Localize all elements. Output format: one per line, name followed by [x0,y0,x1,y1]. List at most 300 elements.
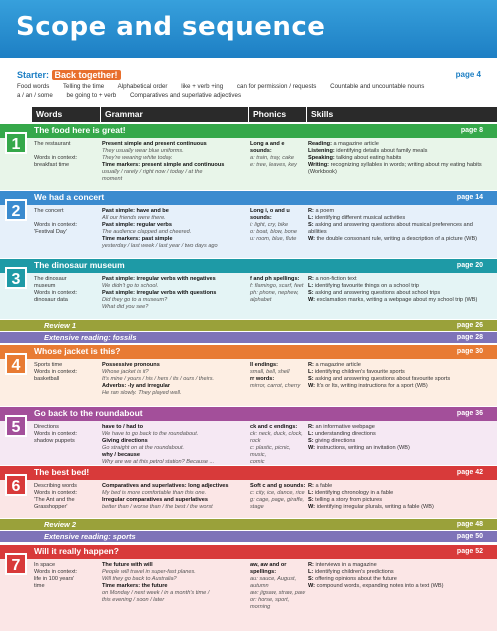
bold-text: ck and c endings: [250,424,298,430]
bold-text: Time markers: the future [102,583,168,589]
skills-line [308,155,488,162]
skills-line [308,162,488,176]
words-line [34,215,98,222]
text: identifying children's favourite sports [314,369,405,375]
review-title: Extensive reading: fossils [44,333,137,342]
words-line: Directions [34,424,59,430]
bold-text: W: [308,236,317,242]
bold-text: S: [308,576,316,582]
bold-text: S: [308,376,316,382]
cell-phonics [250,562,306,611]
review-title: Review 1 [44,321,77,330]
review-title: Extensive reading: sports [44,532,136,541]
bold-text: W: [308,583,317,589]
words-line: breakfast time [34,162,70,168]
cell-words [34,483,98,511]
cell-grammar [102,276,248,311]
unit-section [0,124,497,190]
phonics-line [250,229,306,236]
cell-grammar [102,362,248,397]
words-line [34,148,98,155]
review-page: page 28 [456,334,483,341]
unit-title: The best bed! [34,467,90,477]
skills-line [308,236,488,243]
bold-text: rr words: [250,376,275,382]
starter-item: Comparatives and superlative adjectives [129,92,242,99]
cell-skills [308,208,488,243]
example-text: mirror, carrot, cherry [250,383,301,389]
text: telling a story from pictures [315,497,382,503]
phonics-line [250,459,306,466]
phonics-line [250,504,306,511]
text: the double consonant rule, writing a description of a picture (WB) [316,236,478,242]
cell-skills [308,276,488,304]
bold-text: W: [308,445,317,451]
phonics-line [250,483,306,490]
unit-page: page 36 [456,410,483,417]
unit-page: page 20 [456,262,483,269]
unit-title-bar [0,466,497,480]
bold-text: have to / had to [102,424,144,430]
grammar-line [102,583,248,590]
bold-text: R: [308,562,316,568]
unit-section [0,345,497,406]
grammar-line [102,176,248,183]
grammar-line [102,208,248,215]
skills-line [308,362,488,369]
text: exclamation marks, writing a webpage about my school trip (WB) [316,297,478,303]
bold-text: Possessive pronouns [102,362,160,368]
text: a magazine article [333,141,379,147]
skills-line [308,504,488,511]
bold-text: why / because [102,452,140,458]
starter-name: Back together! [52,70,121,80]
starter-item: a / an / some [17,92,53,99]
unit-page: page 8 [460,127,483,134]
grammar-line [102,490,248,497]
text: identifying favourite things on a school trip [314,283,420,289]
starter-heading [17,70,121,80]
example-text: o: boat, blow, bone [250,229,297,235]
skills-line [308,290,488,297]
bold-text: S: [308,222,316,228]
example-text: We have to go back to the roundabout. [102,431,199,437]
example-text: Go straight on at the roundabout. [102,445,185,451]
review-page: page 48 [456,521,483,528]
example-text: comic [250,459,265,465]
skills-line [308,497,488,504]
words-line: dinosaur data [34,297,68,303]
cell-grammar [102,141,248,183]
grammar-line [102,452,248,459]
words-line: 'Festival Day' [34,229,67,235]
skills-line [308,431,488,438]
unit-number: 1 [5,132,27,154]
skills-line [308,276,488,283]
starter-item: Food words [17,83,50,90]
example-text: They usually wear blue uniforms. [102,148,184,154]
example-text: The audience clapped and cheered. [102,229,192,235]
starter-page: page 4 [455,70,481,79]
grammar-line [102,597,248,604]
words-line: Words in context: [34,569,78,575]
grammar-line [102,297,248,304]
text: compound words, expanding notes into a text (WB) [316,583,444,589]
phonics-line [250,497,306,504]
starter-item: Telling the time [62,83,105,90]
cell-words [34,562,98,590]
bold-text: W: [308,504,317,510]
grammar-line [102,276,248,283]
phonics-line [250,162,306,169]
bold-text: R: [308,424,316,430]
example-text: People will travel in super-fast planes. [102,569,196,575]
unit-number: 6 [5,474,27,496]
starter-line-1 [17,83,436,90]
bold-text: Writing: [308,162,331,168]
example-text: He ran slowly. They played well. [102,390,182,396]
starter-item: Alphabetical order [117,83,168,90]
bold-text: aw, aw and or spellings: [250,562,287,575]
words-line: Words in context: [34,490,78,496]
phonics-line [250,276,306,283]
grammar-line [102,390,248,397]
grammar-line [102,376,248,383]
example-text: on Monday / next week / in a month's time / [102,590,210,596]
example-text: g: cage, page, giraffe, [250,497,305,503]
bold-text: Past simple: irregular verbs with questions [102,290,217,296]
cell-grammar [102,424,248,466]
words-line: Words in context: [34,222,78,228]
unit-section [0,466,497,518]
unit-title-bar [0,345,497,359]
text: a fable [315,483,333,489]
words-line: The restaurant [34,141,71,147]
grammar-line [102,369,248,376]
bold-text: Soft c and g sounds: [250,483,306,489]
bold-text: Time markers: past simple [102,236,173,242]
bold-text: R: [308,483,316,489]
review-title: Review 2 [44,520,77,529]
phonics-line [250,155,306,162]
phonics-line [250,590,306,597]
skills-line [308,424,488,431]
header-skills: Skills [307,107,497,122]
bold-text: Long i, o and u sounds: [250,208,290,221]
bold-text: f and ph spellings: [250,276,300,282]
words-line: life in 100 years' [34,576,75,582]
example-text: or: horse, sport, morning [250,597,290,610]
review-page: page 26 [456,322,483,329]
words-line: The concert [34,208,64,214]
unit-number: 4 [5,353,27,375]
bold-text: W: [308,383,317,389]
example-text: My bed is more comfortable than this one. [102,490,207,496]
grammar-line [102,424,248,431]
cell-words [34,424,98,445]
starter-item: be going to + verb [66,92,117,99]
grammar-line [102,383,248,390]
text: instructions, writing an invitation (WB) [316,445,410,451]
review-bar [0,519,497,530]
review-bar [0,320,497,331]
bold-text: R: [308,362,316,368]
bold-text: L: [308,569,315,575]
cell-phonics [250,141,306,169]
review-bar [0,531,497,542]
phonics-line [250,362,306,369]
cell-phonics [250,483,306,511]
cell-grammar [102,208,248,250]
unit-title: Whose jacket is this? [34,346,121,356]
words-line: Describing words [34,483,77,489]
phonics-line [250,431,306,445]
text: interviews in a magazine [315,562,377,568]
bold-text: The future with will [102,562,153,568]
unit-title-bar [0,124,497,138]
text: asking and answering questions about school trips [315,290,441,296]
unit-section [0,545,497,631]
bold-text: Long a and e sounds: [250,141,285,154]
example-text: Why are we at this petrol station? Because ... [102,459,215,465]
bold-text: Present simple and present continuous [102,141,207,147]
text: a magazine article [315,362,361,368]
grammar-line [102,438,248,445]
grammar-line [102,243,248,250]
skills-line [308,483,488,490]
example-text: usually / rarely / right now / today / at the [102,169,203,175]
review-page: page 50 [456,533,483,540]
bold-text: L: [308,431,315,437]
skills-line [308,438,488,445]
bold-text: L: [308,283,315,289]
example-text: ph: phone, nephew, [250,290,299,296]
bold-text: L: [308,490,315,496]
bold-text: Irregular comparatives and superlatives [102,497,209,503]
skills-line [308,569,488,576]
words-line: Sports time [34,362,63,368]
grammar-line [102,576,248,583]
phonics-line [250,222,306,229]
example-text: autumn [250,583,269,589]
phonics-line [250,283,306,290]
unit-title-bar [0,407,497,421]
bold-text: Giving directions [102,438,148,444]
grammar-line [102,290,248,297]
cell-skills [308,562,488,590]
bold-text: Comparatives and superlatives: long adjectives [102,483,229,489]
text: offering opinions about the future [315,576,397,582]
example-text: c: plastic, picnic, music, [250,445,291,458]
grammar-line [102,155,248,162]
unit-title-bar [0,191,497,205]
phonics-line [250,236,306,243]
phonics-line [250,208,306,222]
example-text: Did they go to a museum? [102,297,168,303]
skills-line [308,297,488,304]
unit-title: The dinosaur museum [34,260,125,270]
grammar-line [102,497,248,504]
grammar-line [102,236,248,243]
starter-item: like + verb +ing [181,83,224,90]
bold-text: R: [308,208,316,214]
grammar-line [102,590,248,597]
unit-page: page 52 [456,548,483,555]
grammar-line [102,162,248,169]
text: identifying irregular plurals, writing a fable (WB) [316,504,434,510]
skills-line [308,141,488,148]
skills-line [308,490,488,497]
example-text: f: flamingo, scarf, feet [250,283,304,289]
words-line: Words in context: [34,290,78,296]
bold-text: L: [308,369,315,375]
cell-words [34,208,98,236]
grammar-line [102,562,248,569]
example-text: All our friends were there. [102,215,166,221]
unit-title-bar [0,259,497,273]
unit-page: page 42 [456,469,483,476]
words-line: Words in context: [34,431,78,437]
phonics-line [250,369,306,376]
text: talking about eating habits [336,155,402,161]
skills-line [308,383,488,390]
cell-skills [308,141,488,176]
example-text: i: light, cry, bike [250,222,289,228]
grammar-line [102,431,248,438]
bold-text: L: [308,215,315,221]
cell-skills [308,483,488,511]
words-line: basketball [34,376,60,382]
example-text: Whose jacket is it? [102,369,149,375]
grammar-line [102,445,248,452]
bold-text: Speaking: [308,155,337,161]
example-text: small, bell, shell [250,369,290,375]
words-line: Words in context: [34,155,78,161]
phonics-line [250,141,306,155]
cell-phonics [250,424,306,466]
unit-number: 2 [5,199,27,221]
bold-text: Past simple: have and be [102,208,169,214]
phonics-line [250,383,306,390]
phonics-line [250,576,306,583]
cell-phonics [250,208,306,243]
example-text: They're wearing white today. [102,155,173,161]
example-text: stage [250,504,264,510]
bold-text: Past simple: regular verbs [102,222,172,228]
text: an informative webpage [315,424,375,430]
starter-item: Countable and uncountable nouns [330,83,425,90]
cell-phonics [250,276,306,304]
bold-text: Past simple: irregular verbs with negatives [102,276,216,282]
example-text: aw: jigsaw, straw, paw [250,590,306,596]
unit-title: The food here is great! [34,125,126,135]
phonics-line [250,583,306,590]
phonics-line [250,562,306,576]
text: asking and answering questions about favourite sports [315,376,451,382]
example-text: We didn't go to school. [102,283,159,289]
skills-line [308,283,488,290]
page-title: Scope and sequence [16,12,326,42]
cell-grammar [102,562,248,604]
bold-text: R: [308,276,316,282]
grammar-line [102,569,248,576]
example-text: a: train, tray, cake [250,155,295,161]
skills-line [308,576,488,583]
unit-number: 3 [5,267,27,289]
grammar-line [102,141,248,148]
grammar-line [102,283,248,290]
bold-text: W: [308,297,317,303]
unit-title: We had a concert [34,192,105,202]
bold-text: S: [308,438,316,444]
starter-label: Starter: [17,70,50,80]
review-bar [0,332,497,343]
cell-words [34,362,98,383]
example-text: moment [102,176,123,182]
unit-page: page 30 [456,348,483,355]
text: It's or Its, writing instructions for a sport (WB) [316,383,428,389]
bold-text: Listening: [308,148,337,154]
words-line: museum [34,283,56,289]
example-text: ck: neck, duck, clock, rock [250,431,303,444]
words-line: 'The Ant and the [34,497,75,503]
grammar-line [102,148,248,155]
example-text: u: room, blue, flute [250,236,297,242]
example-text: yesterday / last week / last year / two days ago [102,243,218,249]
text: a non-fiction text [315,276,357,282]
unit-section [0,191,497,258]
unit-title: Go back to the roundabout [34,408,143,418]
skills-line [308,148,488,155]
header-phonics: Phonics [249,107,306,122]
unit-number: 5 [5,415,27,437]
words-line: In space [34,562,56,568]
starter-item: can for permission / requests [236,83,317,90]
skills-line [308,562,488,569]
bold-text: S: [308,497,316,503]
words-line: time [34,583,45,589]
example-text: better than / worse than / the best / the worst [102,504,213,510]
skills-line [308,369,488,376]
grammar-line [102,362,248,369]
words-line: Grasshopper' [34,504,68,510]
words-line: Words in context: [34,369,78,375]
text: identifying chronology in a fable [314,490,394,496]
skills-line [308,376,488,383]
example-text: It's mine / yours / his / hers / its / ours / theirs. [102,376,215,382]
cell-words [34,141,98,169]
cell-skills [308,424,488,452]
text: understanding directions [314,431,376,437]
bold-text: Time markers: present simple and continuous [102,162,225,168]
skills-line [308,445,488,452]
phonics-line [250,376,306,383]
text: identifying different musical activities [314,215,406,221]
unit-section [0,407,497,465]
unit-title: Will it really happen? [34,546,119,556]
text: recognizing syllables in words; writing about my eating habits (Workbook) [308,162,482,175]
phonics-line [250,445,306,459]
skills-line [308,208,488,215]
phonics-line [250,290,306,297]
example-text: Will they go back to Australia? [102,576,177,582]
unit-title-bar [0,545,497,559]
example-text: e: tree, leaves, key [250,162,297,168]
cell-words [34,276,98,304]
example-text: alphabet [250,297,272,303]
phonics-line [250,297,306,304]
bold-text: S: [308,290,316,296]
